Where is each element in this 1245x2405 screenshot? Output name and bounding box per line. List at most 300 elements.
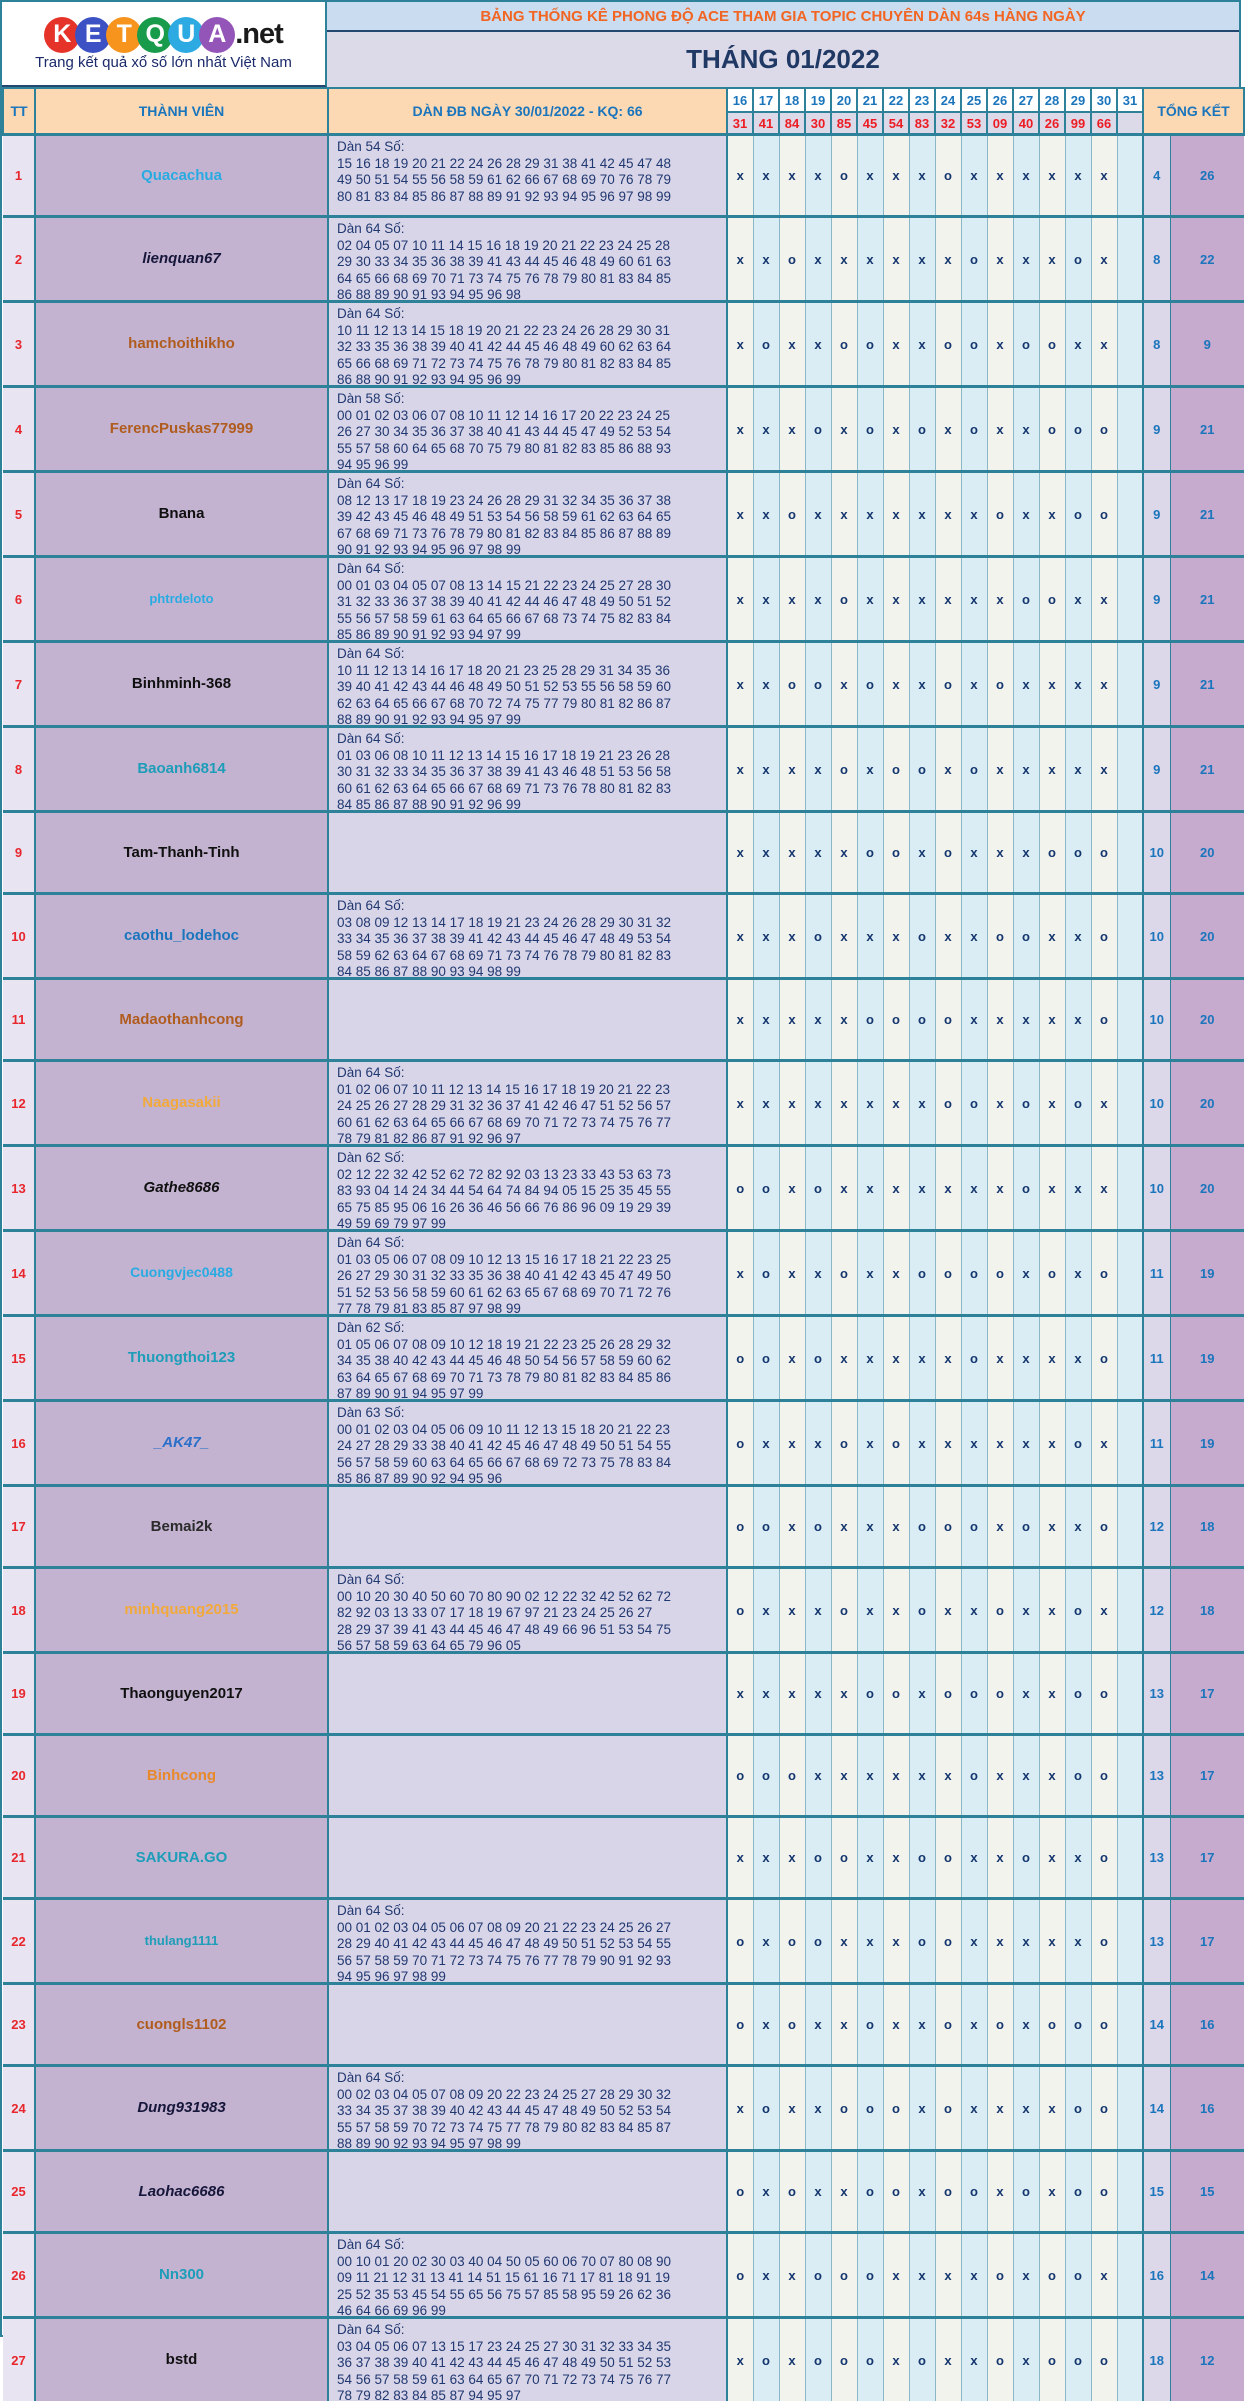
mark-cell: o: [961, 1231, 987, 1316]
member-name[interactable]: _AK47_: [153, 1434, 210, 1451]
mark-cell: [1117, 557, 1143, 642]
dan-line: 60 61 62 63 64 65 66 67 68 69 70 71 72 73 74 75 76 77: [337, 1114, 672, 1130]
mark-cell: o: [1065, 1401, 1091, 1486]
mark-cell: x: [935, 1735, 961, 1817]
member-name[interactable]: hamchoithikho: [128, 335, 235, 352]
dan-title: Dàn 64 Số:: [337, 221, 405, 236]
mark-cell: x: [1065, 642, 1091, 727]
mark-cell: x: [1091, 302, 1117, 387]
dan-line: 85 86 87 89 90 92 94 95 96: [337, 1471, 503, 1486]
date-header: 25: [961, 88, 987, 112]
dan-line: 60 61 62 63 64 65 66 67 68 69 71 73 76 78 80 81 82 83: [337, 780, 672, 796]
mark-cell: o: [883, 1653, 909, 1735]
mark-cell: x: [1065, 1817, 1091, 1899]
member-name[interactable]: Naagasakii: [142, 1094, 221, 1111]
logo-letter-circle: T: [106, 17, 142, 53]
col-header-dan: DÀN ĐB NGÀY 30/01/2022 - KQ: 66: [328, 88, 727, 135]
member-name[interactable]: Binhminh-368: [131, 675, 232, 692]
mark-cell: o: [831, 2233, 857, 2318]
mark-cell: o: [935, 1486, 961, 1568]
wins-cell: 4: [1143, 135, 1170, 217]
mark-cell: x: [753, 1568, 779, 1653]
mark-cell: [1117, 1817, 1143, 1899]
member-cell: [35, 2151, 328, 2233]
mark-cell: o: [1013, 302, 1039, 387]
mark-cell: x: [805, 135, 831, 217]
dan-cell: [328, 2151, 727, 2233]
result-value: 85: [831, 112, 857, 135]
dan-line: 10 11 12 13 14 16 17 18 20 21 23 25 28 29 31 34 35 36: [337, 662, 671, 678]
mark-cell: x: [909, 1653, 935, 1735]
tt-cell: 15: [3, 1316, 35, 1401]
dan-numbers: [329, 218, 726, 300]
result-value: 31: [727, 112, 753, 135]
member-name[interactable]: Binhcong: [146, 1766, 217, 1784]
dan-line: 39 42 43 45 46 48 49 51 53 54 56 58 59 61 62 63 64 65: [337, 509, 672, 524]
mark-cell: o: [1065, 1735, 1091, 1817]
dan-line: 28 29 37 39 41 43 44 45 46 47 48 49 66 96 51 53 54 75: [337, 1621, 672, 1637]
mark-cell: x: [987, 1316, 1013, 1401]
mark-cell: o: [857, 2318, 883, 2402]
mark-cell: o: [935, 1231, 961, 1316]
score-cell: 16: [1170, 2066, 1244, 2151]
mark-cell: x: [779, 557, 805, 642]
mark-cell: [1117, 1568, 1143, 1653]
member-name[interactable]: Laohac6686: [138, 2182, 225, 2200]
table-row: [3, 2318, 1244, 2402]
mark-cell: o: [727, 2233, 753, 2318]
dan-line: 29 30 33 34 35 36 38 39 41 43 44 45 46 48 49 60 61 63: [337, 254, 672, 269]
mark-cell: x: [753, 557, 779, 642]
mark-cell: x: [805, 2151, 831, 2233]
member-name[interactable]: Baoanh6814: [137, 760, 226, 777]
mark-cell: x: [987, 2151, 1013, 2233]
dan-numbers: [329, 2067, 726, 2149]
mark-cell: x: [1013, 472, 1039, 557]
mark-cell: x: [883, 1817, 909, 1899]
dan-line: 85 86 89 90 91 92 93 94 97 99: [337, 627, 521, 642]
date-header: 30: [1091, 88, 1117, 112]
member-name[interactable]: cuongls1102: [136, 2015, 227, 2033]
member-name[interactable]: FerencPuskas77999: [109, 420, 254, 437]
mark-cell: o: [1091, 979, 1117, 1061]
wins-cell: 11: [1143, 1316, 1170, 1401]
mark-cell: x: [1065, 1899, 1091, 1984]
mark-cell: x: [1065, 894, 1091, 979]
score-cell: 18: [1170, 1486, 1244, 1568]
dan-line: 01 03 06 08 10 11 12 13 14 15 16 17 18 19 21 23 26 28: [337, 747, 671, 763]
date-header: 19: [805, 88, 831, 112]
tt-cell: 7: [3, 642, 35, 727]
mark-cell: x: [1039, 1401, 1065, 1486]
mark-cell: x: [883, 135, 909, 217]
dan-cell: [328, 642, 727, 727]
dan-numbers: [329, 1402, 726, 1484]
mark-cell: x: [779, 1486, 805, 1568]
mark-cell: o: [1065, 1984, 1091, 2066]
wins-cell: 8: [1143, 217, 1170, 302]
mark-cell: x: [753, 727, 779, 812]
dan-title: Dàn 64 Số:: [337, 1903, 405, 1918]
wins-cell: 11: [1143, 1401, 1170, 1486]
logo-letter-circle: U: [168, 17, 204, 53]
mark-cell: o: [1039, 1984, 1065, 2066]
mark-cell: x: [753, 217, 779, 302]
mark-cell: x: [909, 1061, 935, 1146]
mark-cell: o: [1091, 1735, 1117, 1817]
score-cell: 17: [1170, 1735, 1244, 1817]
dan-line: 56 57 58 59 63 64 65 79 96 05: [337, 1638, 521, 1653]
mark-cell: x: [935, 472, 961, 557]
dan-title: Dàn 64 Số:: [337, 476, 405, 491]
mark-cell: x: [1013, 1735, 1039, 1817]
mark-cell: x: [857, 1735, 883, 1817]
member-name[interactable]: bstd: [165, 2351, 198, 2368]
dan-line: 26 27 30 34 35 36 37 38 40 41 43 44 45 47 49 52 53 54: [337, 424, 672, 439]
mark-cell: x: [1013, 727, 1039, 812]
mark-cell: x: [1039, 1568, 1065, 1653]
mark-cell: x: [857, 1231, 883, 1316]
mark-cell: x: [1013, 2318, 1039, 2402]
dan-line: 55 56 57 58 59 61 63 64 65 66 67 68 73 74 75 82 83 84: [337, 610, 672, 626]
member-name[interactable]: Thuongthoi123: [127, 1349, 236, 1366]
mark-cell: x: [727, 217, 753, 302]
score-cell: 21: [1170, 472, 1244, 557]
dan-numbers: [329, 2319, 726, 2401]
mark-cell: x: [1013, 135, 1039, 217]
mark-cell: o: [831, 2318, 857, 2402]
member-cell: [35, 2318, 328, 2402]
dan-line: 32 33 35 36 38 39 40 41 42 44 45 46 48 49 60 62 63 64: [337, 339, 672, 354]
mark-cell: [1117, 1316, 1143, 1401]
mark-cell: x: [831, 1899, 857, 1984]
mark-cell: x: [831, 642, 857, 727]
member-name[interactable]: minhquang2015: [124, 1601, 239, 1618]
mark-cell: x: [779, 1146, 805, 1231]
mark-cell: x: [727, 727, 753, 812]
mark-cell: x: [1013, 1401, 1039, 1486]
mark-cell: x: [857, 472, 883, 557]
mark-cell: x: [753, 642, 779, 727]
mark-cell: x: [883, 217, 909, 302]
table-row: [3, 894, 1244, 979]
result-value: 09: [987, 112, 1013, 135]
mark-cell: x: [753, 1984, 779, 2066]
mark-cell: o: [1091, 1817, 1117, 1899]
mark-cell: x: [805, 727, 831, 812]
mark-cell: x: [727, 557, 753, 642]
mark-cell: x: [961, 1401, 987, 1486]
member-name[interactable]: Bnana: [158, 505, 205, 522]
mark-cell: x: [883, 642, 909, 727]
month-title: THÁNG 01/2022: [327, 32, 1239, 87]
mark-cell: x: [727, 472, 753, 557]
mark-cell: o: [1039, 2233, 1065, 2318]
result-value: 54: [883, 112, 909, 135]
dan-numbers: [329, 1232, 726, 1314]
mark-cell: o: [883, 1401, 909, 1486]
tt-cell: 6: [3, 557, 35, 642]
dan-title: Dàn 64 Số:: [337, 2322, 405, 2337]
mark-cell: o: [935, 1984, 961, 2066]
tt-cell: 2: [3, 217, 35, 302]
member-cell: [35, 812, 328, 894]
tt-cell: 3: [3, 302, 35, 387]
mark-cell: x: [779, 1061, 805, 1146]
mark-cell: x: [1039, 1316, 1065, 1401]
mark-cell: x: [961, 472, 987, 557]
mark-cell: o: [909, 727, 935, 812]
col-header-total: TỔNG KẾT: [1143, 88, 1244, 135]
member-name[interactable]: caothu_lodehoc: [123, 927, 239, 944]
dan-line: 00 01 02 03 06 07 08 10 11 12 14 16 17 20 22 23 24 25: [337, 407, 671, 423]
mark-cell: [1117, 387, 1143, 472]
logo-letter-circle: A: [199, 17, 235, 53]
mark-cell: x: [1091, 1401, 1117, 1486]
mark-cell: x: [987, 1817, 1013, 1899]
result-value: 84: [779, 112, 805, 135]
mark-cell: x: [831, 979, 857, 1061]
mark-cell: o: [1013, 1486, 1039, 1568]
mark-cell: x: [909, 1984, 935, 2066]
mark-cell: o: [935, 642, 961, 727]
dan-cell: [328, 302, 727, 387]
mark-cell: x: [805, 1401, 831, 1486]
score-cell: 21: [1170, 642, 1244, 727]
mark-cell: x: [961, 1899, 987, 1984]
mark-cell: x: [753, 1401, 779, 1486]
member-name[interactable]: Cuongvjec0488: [130, 1264, 233, 1280]
mark-cell: x: [727, 894, 753, 979]
member-name[interactable]: Gathe8686: [143, 1179, 220, 1196]
member-name[interactable]: lienquan67: [142, 250, 221, 267]
mark-cell: o: [1091, 1316, 1117, 1401]
date-header: 24: [935, 88, 961, 112]
dan-line: 49 50 51 54 55 56 58 59 61 62 66 67 68 69 70 76 78 79: [337, 172, 672, 187]
member-name[interactable]: thulang1111: [144, 1933, 219, 1948]
mark-cell: x: [727, 302, 753, 387]
dan-line: 56 57 58 59 70 71 72 73 74 75 76 77 78 79 90 91 92 93: [337, 1952, 672, 1968]
dan-line: 39 40 41 42 43 44 46 48 49 50 51 52 53 55 56 58 59 60: [337, 679, 672, 694]
mark-cell: x: [1091, 217, 1117, 302]
mark-cell: x: [857, 894, 883, 979]
mark-cell: o: [753, 2066, 779, 2151]
mark-cell: x: [805, 1231, 831, 1316]
mark-cell: x: [753, 1899, 779, 1984]
table-row: [3, 135, 1244, 217]
table-row: [3, 557, 1244, 642]
score-cell: 20: [1170, 812, 1244, 894]
wins-cell: 13: [1143, 1653, 1170, 1735]
mark-cell: o: [1065, 812, 1091, 894]
date-header: 31: [1117, 88, 1143, 112]
table-row: [3, 217, 1244, 302]
mark-cell: x: [831, 2151, 857, 2233]
mark-cell: x: [987, 1486, 1013, 1568]
tt-cell: 5: [3, 472, 35, 557]
mark-cell: o: [857, 2151, 883, 2233]
member-name[interactable]: Dung931983: [137, 2099, 226, 2116]
mark-cell: [1117, 642, 1143, 727]
mark-cell: x: [779, 302, 805, 387]
mark-cell: x: [779, 2066, 805, 2151]
mark-cell: o: [1091, 2066, 1117, 2151]
member-name[interactable]: phtrdeloto: [149, 591, 214, 606]
mark-cell: x: [753, 1653, 779, 1735]
site-logo[interactable]: [2, 2, 327, 87]
mark-cell: x: [857, 1817, 883, 1899]
mark-cell: [1117, 1486, 1143, 1568]
mark-cell: o: [857, 1984, 883, 2066]
mark-cell: o: [961, 387, 987, 472]
score-cell: 19: [1170, 1231, 1244, 1316]
dan-numbers: [329, 895, 726, 977]
result-value: 66: [1091, 112, 1117, 135]
member-name[interactable]: SAKURA.GO: [135, 1848, 228, 1866]
tt-cell: 12: [3, 1061, 35, 1146]
mark-cell: x: [883, 1231, 909, 1316]
result-value: 26: [1039, 112, 1065, 135]
mark-cell: o: [1013, 1061, 1039, 1146]
mark-cell: x: [805, 472, 831, 557]
mark-cell: x: [961, 642, 987, 727]
member-cell: [35, 1568, 328, 1653]
dan-line: 03 04 05 06 07 13 15 17 23 24 25 27 30 31 32 33 34 35: [337, 2338, 672, 2354]
mark-cell: x: [857, 1899, 883, 1984]
mark-cell: x: [857, 1316, 883, 1401]
tt-cell: 14: [3, 1231, 35, 1316]
dan-cell: [328, 557, 727, 642]
dan-title: Dàn 62 Số:: [337, 1150, 405, 1165]
member-name[interactable]: Nn300: [158, 2266, 205, 2283]
dan-title: Dàn 64 Số:: [337, 306, 405, 321]
mark-cell: o: [909, 979, 935, 1061]
dan-numbers: [329, 1317, 726, 1399]
mark-cell: o: [753, 1231, 779, 1316]
mark-cell: o: [1065, 387, 1091, 472]
member-name[interactable]: Tam-Thanh-Tinh: [123, 843, 240, 861]
mark-cell: o: [1091, 472, 1117, 557]
member-name[interactable]: Bemai2k: [150, 1517, 213, 1535]
score-cell: 20: [1170, 1061, 1244, 1146]
mark-cell: x: [987, 302, 1013, 387]
member-name[interactable]: Thaonguyen2017: [120, 1684, 243, 1702]
date-header: 17: [753, 88, 779, 112]
table-row: [3, 472, 1244, 557]
dan-line: 00 01 02 03 04 05 06 09 10 11 12 13 15 18 20 21 22 23: [337, 1421, 671, 1437]
wins-cell: 9: [1143, 557, 1170, 642]
page-header: [2, 2, 1239, 87]
date-header: 22: [883, 88, 909, 112]
mark-cell: x: [805, 1568, 831, 1653]
mark-cell: x: [883, 1735, 909, 1817]
dan-numbers: [329, 1147, 726, 1229]
member-cell: [35, 1486, 328, 1568]
mark-cell: x: [779, 1817, 805, 1899]
mark-cell: o: [779, 1735, 805, 1817]
member-cell: [35, 2066, 328, 2151]
mark-cell: o: [883, 727, 909, 812]
mark-cell: x: [1065, 1146, 1091, 1231]
mark-cell: x: [805, 2066, 831, 2151]
mark-cell: [1117, 135, 1143, 217]
dan-title: Dàn 64 Số:: [337, 1572, 405, 1587]
mark-cell: o: [831, 1401, 857, 1486]
logo-letter-circle: K: [44, 17, 80, 53]
dan-line: 51 52 53 56 58 59 60 61 62 63 65 67 68 69 70 71 72 76: [337, 1284, 672, 1300]
mark-cell: x: [727, 2066, 753, 2151]
mark-cell: o: [961, 1486, 987, 1568]
mark-cell: o: [1065, 472, 1091, 557]
date-header: 27: [1013, 88, 1039, 112]
dan-line: 65 66 68 69 71 72 73 74 75 76 78 79 80 81 82 83 84 85: [337, 355, 672, 371]
mark-cell: o: [909, 894, 935, 979]
member-name[interactable]: Quacachua: [141, 166, 222, 184]
mark-cell: x: [831, 217, 857, 302]
mark-cell: x: [727, 812, 753, 894]
mark-cell: x: [805, 217, 831, 302]
mark-cell: o: [935, 2151, 961, 2233]
dan-line: 10 11 12 13 14 15 18 19 20 21 22 23 24 26 28 29 30 31: [337, 322, 671, 338]
mark-cell: o: [883, 2151, 909, 2233]
mark-cell: x: [1013, 1899, 1039, 1984]
mark-cell: o: [1013, 1146, 1039, 1231]
mark-cell: o: [1065, 2233, 1091, 2318]
tt-cell: 19: [3, 1653, 35, 1735]
mark-cell: x: [1013, 387, 1039, 472]
member-cell: [35, 472, 328, 557]
mark-cell: o: [727, 1735, 753, 1817]
score-cell: 14: [1170, 2233, 1244, 2318]
dan-cell: [328, 1061, 727, 1146]
dan-numbers: [329, 136, 726, 205]
dan-line: 30 31 32 33 34 35 36 37 38 39 41 43 46 48 51 53 56 58: [337, 764, 672, 779]
mark-cell: x: [1013, 217, 1039, 302]
mark-cell: [1117, 472, 1143, 557]
mark-cell: o: [831, 1568, 857, 1653]
dan-line: 24 27 28 29 33 38 40 41 42 45 46 47 48 49 50 51 54 55: [337, 1438, 672, 1453]
mark-cell: x: [857, 135, 883, 217]
mark-cell: x: [961, 1984, 987, 2066]
mark-cell: x: [805, 979, 831, 1061]
table-row: [3, 1817, 1244, 1899]
dan-title: Dàn 64 Số:: [337, 1235, 405, 1250]
mark-cell: x: [857, 217, 883, 302]
member-cell: [35, 894, 328, 979]
mark-cell: x: [779, 812, 805, 894]
tt-cell: 21: [3, 1817, 35, 1899]
table-row: [3, 727, 1244, 812]
table-row: [3, 812, 1244, 894]
dan-line: 88 89 90 92 93 94 95 97 98 99: [337, 2136, 521, 2151]
mark-cell: x: [1013, 1568, 1039, 1653]
mark-cell: o: [1013, 894, 1039, 979]
dan-line: 02 04 05 07 10 11 14 15 16 18 19 20 21 22 23 24 25 28: [337, 237, 671, 253]
mark-cell: o: [727, 1899, 753, 1984]
dan-cell: [328, 2318, 727, 2402]
member-name[interactable]: Madaothanhcong: [119, 1010, 244, 1028]
mark-cell: x: [909, 472, 935, 557]
site-tagline: Trang kết quả xổ số lớn nhất Việt Nam: [35, 53, 292, 71]
mark-cell: o: [857, 302, 883, 387]
wins-cell: 13: [1143, 1817, 1170, 1899]
mark-cell: o: [1091, 1486, 1117, 1568]
mark-cell: x: [1013, 1653, 1039, 1735]
mark-cell: o: [1039, 1231, 1065, 1316]
mark-cell: x: [1091, 642, 1117, 727]
mark-cell: x: [987, 387, 1013, 472]
mark-cell: o: [909, 2318, 935, 2402]
